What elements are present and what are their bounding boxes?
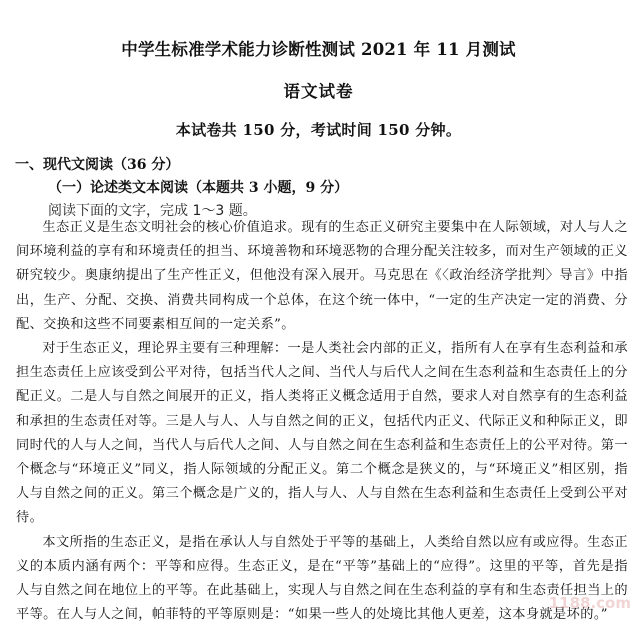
passage-paragraph: 本文所指的生态正义，是指在承认人与自然处于平等的基础上，人类给自然以应有或应得。生态正义的本质内涵有两个：平等和应得。生态正义，是在“平等”基础上的“应得”。这里的平等，首先是指人与自然之间在地位上的平等。在此基础上，实现人与自然之间在生态利益的享有和生态责任担当上的平等。在人与人之间，帕菲特的平等原则是：“如果一些人的处境比其他人更差，这本身就是坏的。” (16, 534, 628, 623)
passage-paragraph: 对于生态正义，理论界主要有三种理解：一是人类社会内部的正义，指所有人在享有生态利益和承担生态责任上应该受到公平对待，包括当代人之间、当代人与后代人之间在生态利益和生态责任上的分配正义。二是人与自然之间展开的正义，指人类将正义概念适用于自然，要求人对自然享有的生态利益和承担的生态责任对等。三是人与人、人与自然之间的正义，包括代内正义、代际正义和种际正义，即同时代的人与人之间，当代人与后代人之间、人与自然之间在生态利益和生态责任上的公平对待。第一个概念与“环境正义”同义，指人际领域的分配正义。第二个概念是狭义的，与“环境正义”相区别，指人与自然之间的正义。第三个概念是广义的，指人与人、人与自然在生态利益和生态责任上受到公平对待。 (16, 341, 628, 526)
exam-info: 本试卷共 150 分，考试时间 150 分钟。 (175, 121, 462, 139)
passage-paragraph: 生态正义是生态文明社会的核心价值追求。现有的生态正义研究主要集中在人际领域，对人与人之间环境利益的享有和环境责任的担当、环境善物和环境恶物的合理分配关注较多，而对生产领域的正义研究较少。奥康纳提出了生产性正义，但他没有深入展开。马克思在《〈政治经济学批判〉导言》中指出，生产、分配、交换、消费共同构成一个总体，在这个统一体中，“一定的生产决定一定的消费、分配、交换和这些不同要素相互间的一定关系”。 (16, 220, 628, 332)
reading-instruction: 阅读下面的文字，完成 1～3 题。 (48, 203, 257, 219)
watermark-logo (521, 566, 631, 612)
section-heading: 一、现代文阅读（36 分） (15, 157, 180, 173)
watermark-text: 1188.com (548, 594, 631, 612)
exam-title: 中学生标准学术能力诊断性测试 2021 年 11 月测试 (121, 40, 516, 59)
subject-title: 语文试卷 (283, 82, 354, 101)
section-subheading: （一）论述类文本阅读（本题共 3 小题，9 分） (48, 180, 349, 196)
